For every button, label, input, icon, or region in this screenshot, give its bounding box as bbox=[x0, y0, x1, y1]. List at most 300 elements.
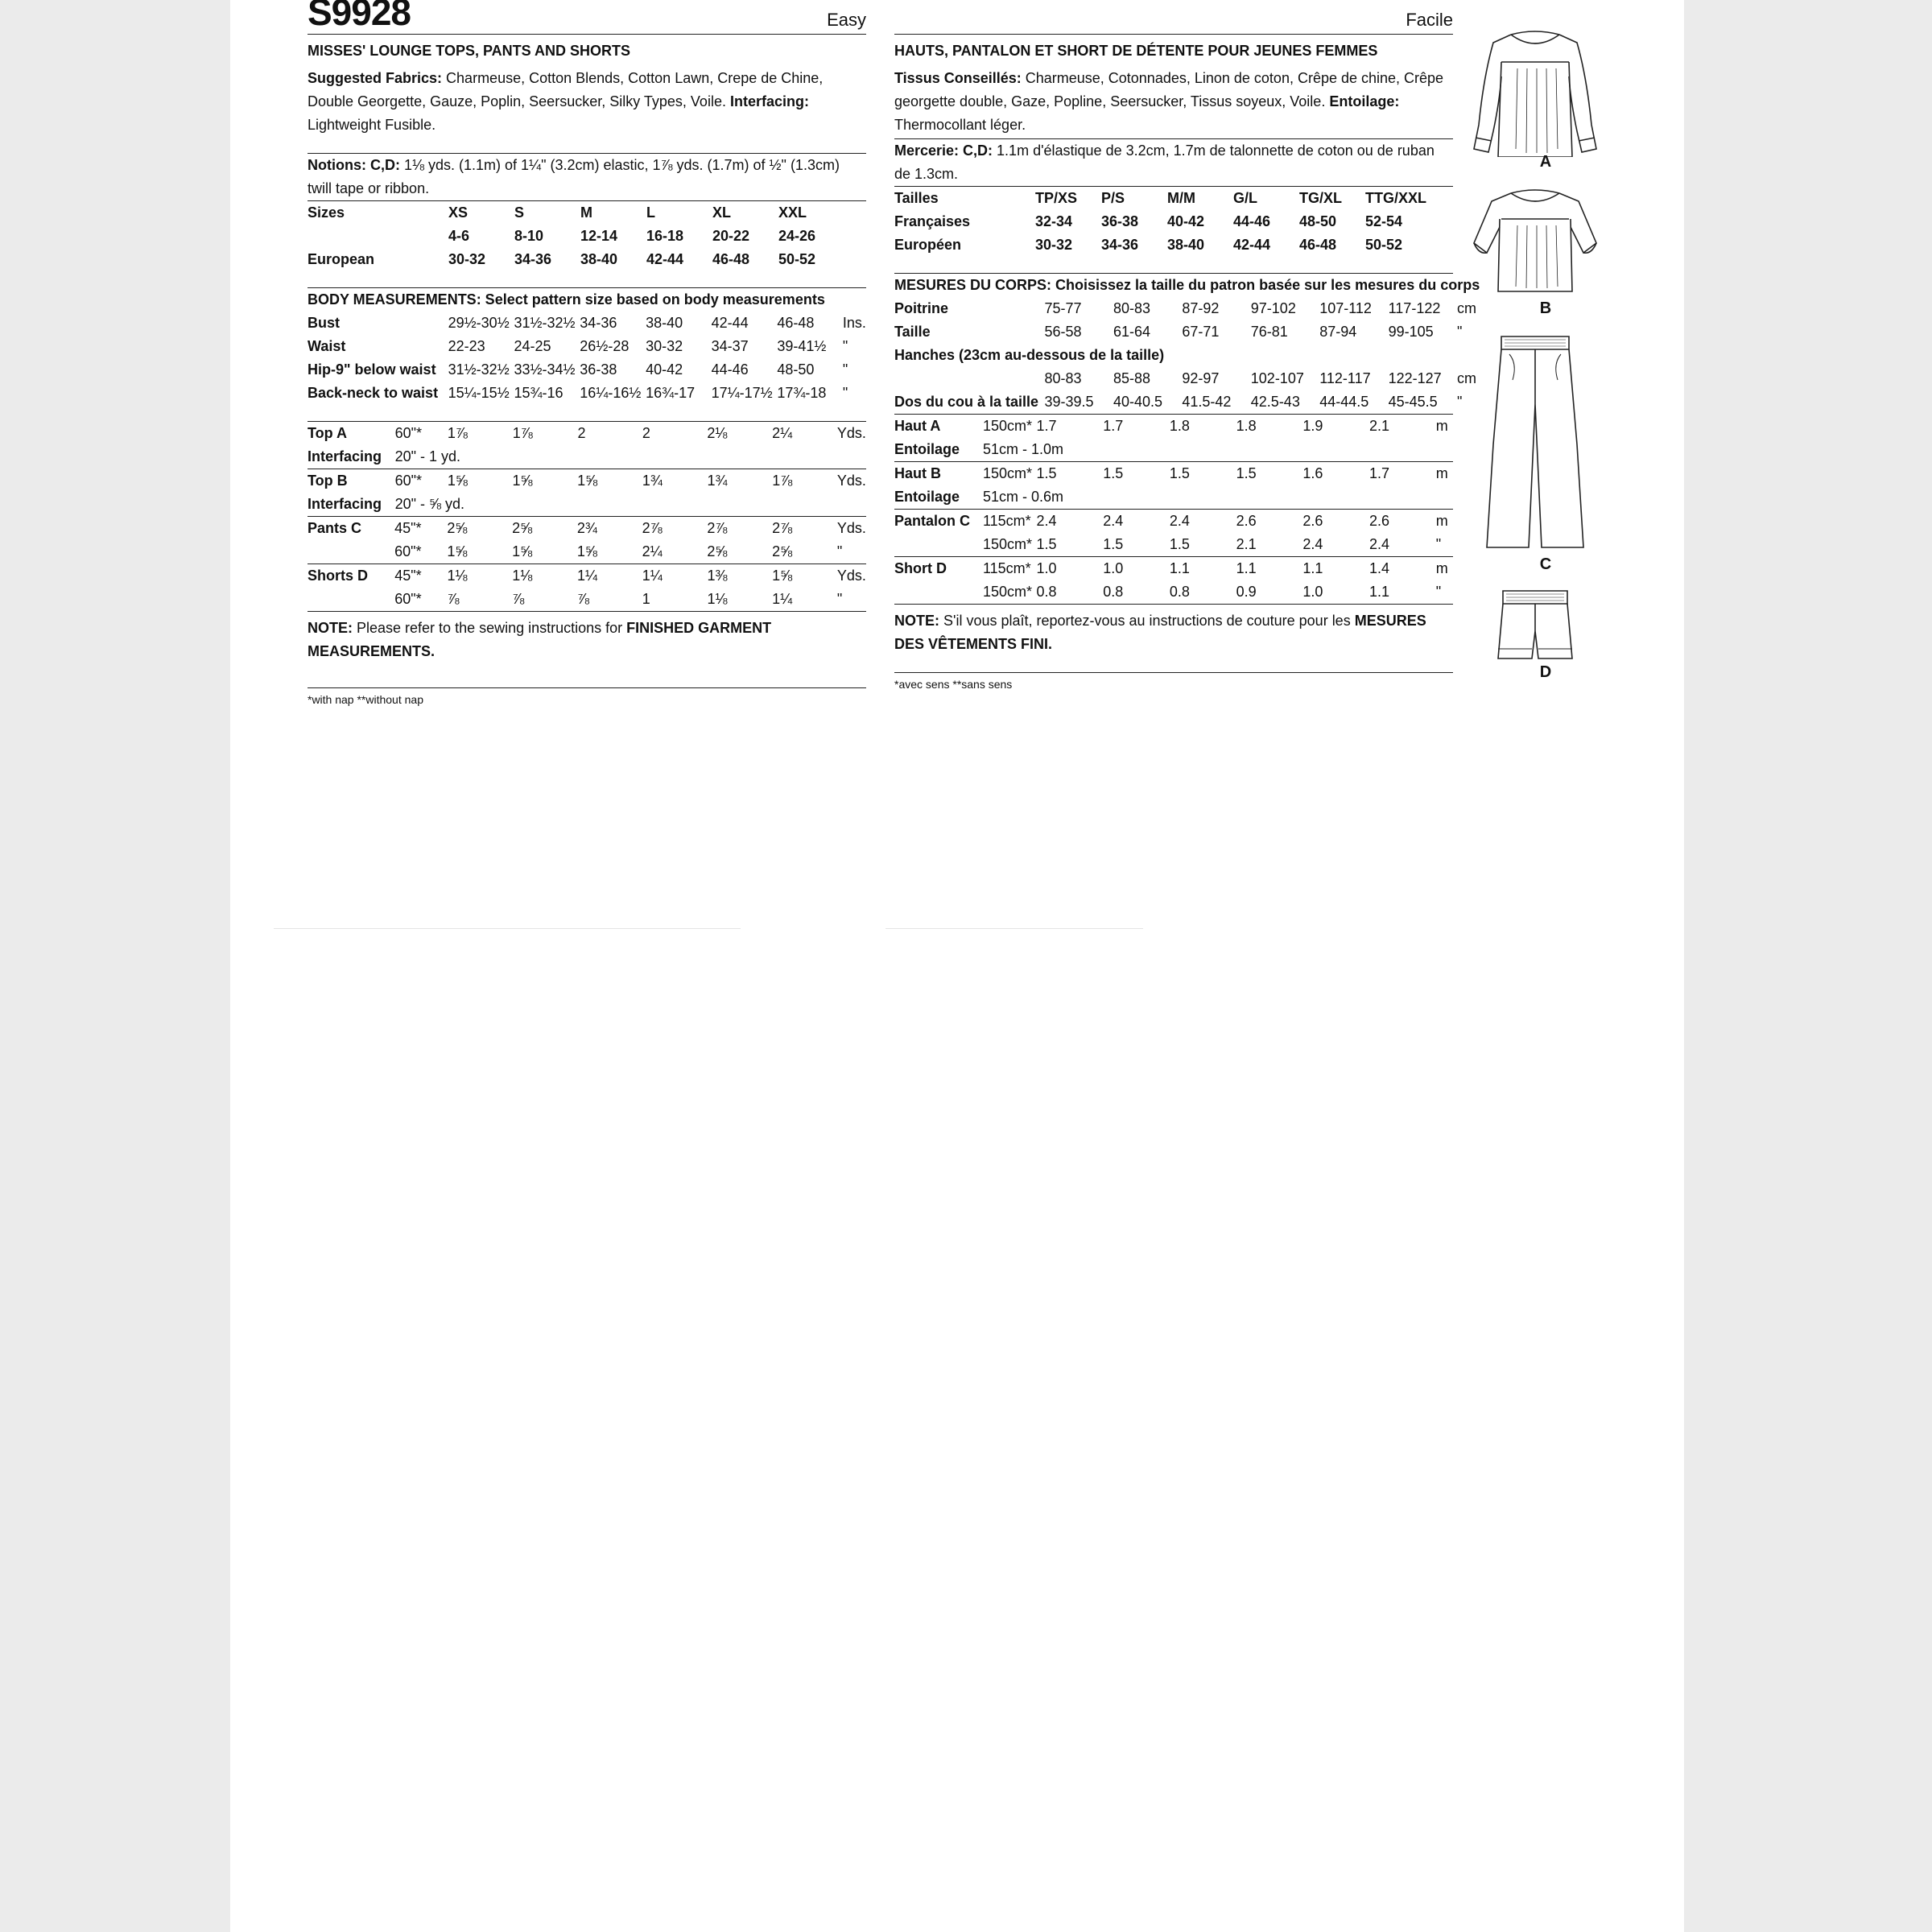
measurement-cell: 31½-32½ bbox=[514, 315, 576, 331]
yardage-cell: 1 bbox=[642, 591, 650, 607]
yardage-cell: 2⅞ bbox=[642, 520, 663, 536]
yardage-cell: 2⅞ bbox=[707, 520, 728, 536]
yardage-cell: 1¼ bbox=[642, 568, 663, 584]
yardage-cell: 0.8 bbox=[1036, 584, 1057, 600]
measurement-cell: 67-71 bbox=[1182, 324, 1220, 340]
yardage-row bbox=[308, 445, 866, 469]
size-cell: 32-34 bbox=[1035, 213, 1073, 229]
view-label: Top A bbox=[308, 425, 347, 441]
size-cell: XS bbox=[448, 204, 469, 221]
view-label bbox=[894, 533, 983, 556]
yardage-row bbox=[308, 517, 866, 540]
measurement-cell: 34-36 bbox=[580, 315, 617, 331]
size-cell: XL bbox=[712, 204, 732, 221]
row-label: Bust bbox=[308, 315, 340, 331]
measurement-cell: 36-38 bbox=[580, 361, 617, 378]
divider bbox=[894, 34, 1453, 35]
interfacing-label: Entoilage: bbox=[1329, 93, 1400, 109]
yardage-table bbox=[894, 462, 1453, 509]
measurement-cell: 15¼-15½ bbox=[448, 385, 510, 401]
yardage-cell: 2.4 bbox=[1169, 513, 1190, 529]
measurement-cell: 16¼-16½ bbox=[580, 385, 642, 401]
yardage-cell: 1.5 bbox=[1169, 465, 1190, 481]
note-bold: MESURES DES VÊTEMENTS FINI. bbox=[894, 613, 1426, 652]
body-title-row bbox=[308, 288, 866, 312]
difficulty-level: Facile bbox=[1406, 10, 1453, 30]
yardage-cell: 1¾ bbox=[642, 473, 663, 489]
fabrics-label: Tissus Conseillés: bbox=[894, 70, 1022, 86]
yardage-row bbox=[894, 462, 1453, 485]
yardage-cell: 1.7 bbox=[1369, 465, 1390, 481]
size-cell: P/S bbox=[1101, 190, 1125, 206]
yardage-cell: 2⅝ bbox=[707, 543, 728, 559]
view-label-d: D bbox=[1539, 663, 1552, 681]
view-label: Shorts D bbox=[308, 568, 369, 584]
unit-cell bbox=[1431, 233, 1453, 257]
yardage-cell: 1¼ bbox=[576, 568, 597, 584]
row-label: Tailles bbox=[894, 190, 939, 206]
view-label bbox=[308, 588, 394, 611]
yardage-cell: 1.0 bbox=[1103, 560, 1124, 576]
yardage-cell: 2 bbox=[642, 425, 650, 441]
measurement-row bbox=[894, 390, 1480, 414]
size-cell: 50-52 bbox=[1365, 237, 1403, 253]
unit-cell bbox=[1431, 187, 1453, 210]
unit-cell bbox=[844, 225, 866, 248]
notions-text: 1.1m d'élastique de 3.2cm, 1.7m de talonnette de coton ou de ruban de 1.3cm. bbox=[894, 142, 1435, 182]
size-cell: 4-6 bbox=[448, 228, 470, 244]
size-codes-row bbox=[308, 201, 866, 225]
size-cell: 40-42 bbox=[1167, 213, 1205, 229]
size-cell: 34-36 bbox=[514, 251, 552, 267]
unit-cell: " bbox=[836, 591, 843, 607]
yardage-row bbox=[308, 588, 866, 611]
unit-cell: m bbox=[1435, 560, 1448, 576]
size-cell: 24-26 bbox=[778, 228, 816, 244]
view-label: Haut B bbox=[894, 465, 941, 481]
note-bold: FINISHED GARMENT MEASUREMENTS. bbox=[308, 620, 772, 659]
interfacing-text: Lightweight Fusible. bbox=[308, 117, 436, 133]
divider bbox=[308, 687, 866, 688]
measurement-cell: 44-46 bbox=[711, 361, 749, 378]
measurement-cell: 17¼-17½ bbox=[711, 385, 773, 401]
size-cell: 38-40 bbox=[1167, 237, 1205, 253]
yardage-cell: 1.1 bbox=[1236, 560, 1257, 576]
view-label: Interfacing bbox=[308, 448, 382, 464]
yardage-tables bbox=[894, 414, 1453, 605]
view-label: Pantalon C bbox=[894, 513, 971, 529]
unit-cell: " bbox=[1435, 536, 1442, 552]
footnote: *with nap **without nap bbox=[308, 693, 423, 706]
yardage-cell: 2.4 bbox=[1103, 513, 1124, 529]
measurement-cell: 46-48 bbox=[777, 315, 815, 331]
measurement-cell: 15¾-16 bbox=[514, 385, 564, 401]
row-label bbox=[894, 367, 1045, 390]
size-cell: L bbox=[646, 204, 655, 221]
fabric-width: 150cm* bbox=[982, 584, 1032, 600]
yardage-cell: 1.0 bbox=[1036, 560, 1057, 576]
unit-cell: " bbox=[1457, 324, 1463, 340]
yardage-cell: 1.5 bbox=[1103, 465, 1124, 481]
yardage-table bbox=[308, 422, 866, 469]
size-cell: 30-32 bbox=[448, 251, 486, 267]
header bbox=[308, 0, 866, 34]
yardage-row bbox=[894, 485, 1453, 509]
measurement-cell: 41.5-42 bbox=[1182, 394, 1232, 410]
measurement-cell: 39-39.5 bbox=[1044, 394, 1094, 410]
note-text: S'il vous plaît, reportez-vous au instructions de couture pour les bbox=[939, 613, 1355, 629]
yardage-cell: 1.7 bbox=[1036, 418, 1057, 434]
view-label bbox=[308, 540, 394, 564]
note-paragraph bbox=[894, 609, 1453, 656]
yardage-cell: 2.6 bbox=[1302, 513, 1323, 529]
yardage-row bbox=[894, 438, 1453, 461]
measurement-cell: 30-32 bbox=[646, 338, 683, 354]
yardage-cell: 1¾ bbox=[707, 473, 728, 489]
yardage-cell: ⅞ bbox=[576, 591, 589, 607]
body-title-row bbox=[894, 274, 1480, 297]
sizes-table bbox=[894, 187, 1453, 257]
unit-cell: Ins. bbox=[842, 315, 866, 331]
measurement-row bbox=[894, 367, 1480, 390]
row-label: Hip-9" below waist bbox=[308, 361, 436, 378]
yardage-cell: 2¼ bbox=[642, 543, 663, 559]
row-label: Sizes bbox=[308, 204, 345, 221]
yardage-tables bbox=[308, 421, 866, 612]
yardage-cell: 1.5 bbox=[1236, 465, 1257, 481]
yardage-row bbox=[894, 510, 1453, 533]
view-label: Top B bbox=[308, 473, 348, 489]
row-label: Taille bbox=[894, 324, 931, 340]
yardage-cell: 0.8 bbox=[1103, 584, 1124, 600]
size-cell: G/L bbox=[1233, 190, 1257, 206]
row-label: Françaises bbox=[894, 213, 971, 229]
yardage-cell: 2.1 bbox=[1236, 536, 1257, 552]
fabric-width: 60"* bbox=[394, 591, 422, 607]
notions-label: Notions: C,D: bbox=[308, 157, 400, 173]
size-cell: 38-40 bbox=[580, 251, 618, 267]
interfacing-label: Interfacing: bbox=[729, 93, 809, 109]
fabric-width: 115cm* bbox=[982, 560, 1031, 576]
size-cell: 12-14 bbox=[580, 228, 618, 244]
unit-cell: cm bbox=[1457, 300, 1477, 316]
notions-paragraph bbox=[894, 139, 1453, 186]
yardage-cell: 0.9 bbox=[1236, 584, 1257, 600]
interfacing-text: Thermocollant léger. bbox=[894, 117, 1026, 133]
yardage-cell: 1.1 bbox=[1369, 584, 1390, 600]
size-codes-row bbox=[894, 187, 1453, 210]
measurement-cell: 40-40.5 bbox=[1113, 394, 1162, 410]
yardage-cell: 1.8 bbox=[1169, 418, 1190, 434]
size-cell: 44-46 bbox=[1233, 213, 1271, 229]
pattern-title: HAUTS, PANTALON ET SHORT DE DÉTENTE POUR JEUNES FEMMES bbox=[894, 43, 1378, 59]
header bbox=[894, 0, 1453, 34]
measurement-row bbox=[894, 320, 1480, 344]
shorts-icon bbox=[1469, 586, 1602, 667]
yardage-cell: 1.7 bbox=[1103, 418, 1124, 434]
divider bbox=[894, 604, 1453, 605]
view-label-c: C bbox=[1539, 555, 1552, 573]
size-cell: 30-32 bbox=[1035, 237, 1073, 253]
size-cell: M bbox=[580, 204, 592, 221]
yardage-row bbox=[308, 540, 866, 564]
fabric-width: 60"* bbox=[394, 425, 423, 441]
unit-cell: m bbox=[1435, 513, 1448, 529]
row-label: Poitrine bbox=[894, 300, 949, 316]
row-label: Back-neck to waist bbox=[308, 385, 439, 401]
measurement-cell: 40-42 bbox=[646, 361, 683, 378]
yardage-row bbox=[894, 533, 1453, 556]
yardage-row bbox=[894, 580, 1453, 604]
measurement-cell: 44-44.5 bbox=[1319, 394, 1369, 410]
note-label: NOTE: bbox=[894, 613, 939, 629]
view-label-b: B bbox=[1539, 299, 1552, 317]
fabrics-text: Charmeuse, Cotonnades, Linon de coton, Crêpe de chine, Crêpe georgette double, Gaze, Popline, Seersucker, Tissus soyeux, Voile. bbox=[894, 70, 1444, 109]
note-text: Please refer to the sewing instructions for bbox=[353, 620, 627, 636]
yardage-cell: 1⅛ bbox=[447, 568, 468, 584]
measurement-row bbox=[308, 382, 866, 405]
measurement-cell: 16¾-17 bbox=[646, 385, 696, 401]
measurement-cell: 97-102 bbox=[1250, 300, 1296, 316]
body-measurements-table bbox=[308, 288, 866, 405]
measurement-cell: 56-58 bbox=[1044, 324, 1082, 340]
view-label: Interfacing bbox=[308, 496, 382, 512]
yardage-cell: 1⅝ bbox=[512, 543, 533, 559]
fabric-width: 45"* bbox=[394, 520, 422, 536]
measurement-cell: 34-37 bbox=[711, 338, 749, 354]
unit-cell: m bbox=[1435, 418, 1448, 434]
unit-cell: Yds. bbox=[836, 520, 866, 536]
size-numbers-row bbox=[894, 210, 1453, 233]
unit-cell bbox=[1431, 210, 1453, 233]
interfacing-amount: 20" - ⅝ yd. bbox=[394, 496, 465, 512]
yardage-cell: 1⅞ bbox=[512, 425, 533, 441]
unit-cell: Yds. bbox=[836, 425, 866, 441]
size-cell: 16-18 bbox=[646, 228, 684, 244]
interfacing-amount: 20" - 1 yd. bbox=[394, 448, 461, 464]
yardage-cell: 1⅞ bbox=[447, 425, 468, 441]
divider bbox=[894, 672, 1453, 673]
size-cell: M/M bbox=[1167, 190, 1195, 206]
size-numbers-row bbox=[308, 225, 866, 248]
fabrics-label: Suggested Fabrics: bbox=[308, 70, 443, 86]
unit-cell: cm bbox=[1457, 370, 1477, 386]
unit-cell: " bbox=[842, 361, 848, 378]
yardage-cell: 1.8 bbox=[1236, 418, 1257, 434]
yardage-cell: 1¼ bbox=[772, 591, 793, 607]
yardage-table bbox=[894, 557, 1453, 604]
measurement-cell: 45-45.5 bbox=[1388, 394, 1438, 410]
size-cell: 46-48 bbox=[1299, 237, 1337, 253]
yardage-cell: 0.8 bbox=[1169, 584, 1190, 600]
size-cell: 42-44 bbox=[646, 251, 684, 267]
size-cell: 46-48 bbox=[712, 251, 750, 267]
yardage-table bbox=[894, 415, 1453, 461]
notions-label: Mercerie: C,D: bbox=[894, 142, 993, 159]
view-label: Short D bbox=[894, 560, 947, 576]
view-label-a: A bbox=[1539, 153, 1552, 171]
size-cell: 42-44 bbox=[1233, 237, 1271, 253]
body-measurements-title: MESURES DU CORPS: Choisissez la taille du patron basée sur les mesures du corps bbox=[894, 277, 1480, 293]
interfacing-amount: 51cm - 0.6m bbox=[982, 489, 1063, 505]
yardage-cell: 2⅛ bbox=[707, 425, 728, 441]
measurement-cell: 80-83 bbox=[1044, 370, 1082, 386]
fabric-width: 45"* bbox=[394, 568, 422, 584]
measurement-cell: 22-23 bbox=[448, 338, 485, 354]
unit-cell bbox=[844, 201, 866, 225]
footnote: *avec sens **sans sens bbox=[894, 678, 1013, 691]
unit-cell: " bbox=[1457, 394, 1463, 410]
measurement-row bbox=[894, 297, 1480, 320]
yardage-cell: 1⅝ bbox=[576, 543, 597, 559]
unit-cell: " bbox=[842, 338, 848, 354]
unit-cell bbox=[844, 248, 866, 271]
view-label: Entoilage bbox=[894, 441, 960, 457]
yardage-row bbox=[894, 557, 1453, 580]
row-label: Waist bbox=[308, 338, 346, 354]
view-label: Entoilage bbox=[894, 489, 960, 505]
long-sleeve-top-icon bbox=[1469, 28, 1602, 157]
measurement-cell: 24-25 bbox=[514, 338, 551, 354]
unit-cell: m bbox=[1435, 465, 1448, 481]
yardage-cell: 1⅛ bbox=[512, 568, 533, 584]
yardage-row bbox=[894, 415, 1453, 438]
yardage-cell: 1⅝ bbox=[512, 473, 533, 489]
measurement-cell: 38-40 bbox=[646, 315, 683, 331]
yardage-cell: 1.4 bbox=[1369, 560, 1390, 576]
size-cell: 34-36 bbox=[1101, 237, 1139, 253]
unit-cell: " bbox=[842, 385, 848, 401]
yardage-cell: 1.5 bbox=[1036, 536, 1057, 552]
unit-cell: " bbox=[836, 543, 843, 559]
measurement-cell: 87-92 bbox=[1182, 300, 1220, 316]
measurement-cell: 29½-30½ bbox=[448, 315, 510, 331]
yardage-cell: 1⅝ bbox=[447, 543, 468, 559]
yardage-cell: 1⅞ bbox=[772, 473, 793, 489]
measurement-cell: 107-112 bbox=[1319, 300, 1372, 316]
notions-paragraph bbox=[308, 154, 866, 200]
note-paragraph bbox=[308, 617, 866, 663]
unit-cell: " bbox=[1435, 584, 1442, 600]
size-cell: 8-10 bbox=[514, 228, 544, 244]
pattern-number: S9928 bbox=[308, 0, 411, 33]
yardage-cell: 2¼ bbox=[772, 425, 793, 441]
interfacing-amount: 51cm - 1.0m bbox=[982, 441, 1063, 457]
yardage-cell: 2⅞ bbox=[772, 520, 793, 536]
measurement-row bbox=[894, 344, 1480, 367]
fabric-width: 60"* bbox=[394, 543, 422, 559]
yardage-row bbox=[308, 564, 866, 588]
difficulty-level: Easy bbox=[827, 10, 866, 30]
size-cell: 20-22 bbox=[712, 228, 750, 244]
size-cell: 36-38 bbox=[1101, 213, 1139, 229]
yardage-cell: 1.0 bbox=[1302, 584, 1323, 600]
measurement-cell: 48-50 bbox=[777, 361, 815, 378]
measurement-row bbox=[308, 312, 866, 335]
yardage-cell: 2⅝ bbox=[512, 520, 533, 536]
yardage-cell: 1⅝ bbox=[577, 473, 598, 489]
yardage-table bbox=[308, 469, 866, 516]
fabrics-paragraph bbox=[894, 67, 1453, 137]
yardage-cell: 1⅜ bbox=[707, 568, 728, 584]
fabrics-paragraph bbox=[308, 67, 866, 137]
measurement-cell: 87-94 bbox=[1319, 324, 1357, 340]
notions-text: 1⅛ yds. (1.1m) of 1¼" (3.2cm) elastic, 1⅞ yds. (1.7m) of ½" (1.3cm) twill tape or ribbon. bbox=[308, 157, 840, 196]
row-label: Hanches (23cm au-dessous de la taille) bbox=[894, 347, 1165, 363]
size-cell: TG/XL bbox=[1299, 190, 1342, 206]
view-label: Haut A bbox=[894, 418, 941, 434]
yardage-cell: ⅞ bbox=[447, 591, 460, 607]
yardage-cell: 2.6 bbox=[1369, 513, 1390, 529]
unit-cell: Yds. bbox=[836, 568, 866, 584]
ruffle-sleeve-top-icon bbox=[1469, 187, 1602, 299]
body-measurements-table bbox=[894, 274, 1480, 414]
measurement-cell: 80-83 bbox=[1113, 300, 1150, 316]
measurement-cell: 17¾-18 bbox=[777, 385, 827, 401]
row-label: Européen bbox=[894, 237, 962, 253]
size-cell: 50-52 bbox=[778, 251, 816, 267]
fabric-width: 150cm* bbox=[982, 536, 1032, 552]
divider bbox=[308, 611, 866, 612]
yardage-cell: 1.5 bbox=[1169, 536, 1190, 552]
pants-icon bbox=[1469, 332, 1602, 553]
row-label bbox=[308, 225, 448, 248]
yardage-row bbox=[308, 422, 866, 445]
measurement-cell: 102-107 bbox=[1250, 370, 1304, 386]
yardage-cell: 1.5 bbox=[1103, 536, 1124, 552]
size-cell: S bbox=[514, 204, 525, 221]
yardage-cell: 1.1 bbox=[1302, 560, 1323, 576]
fabric-width: 115cm* bbox=[982, 513, 1031, 529]
fabric-width: 150cm* bbox=[982, 465, 1032, 481]
size-cell: 48-50 bbox=[1299, 213, 1337, 229]
faint-line bbox=[886, 928, 1143, 929]
yardage-row bbox=[308, 493, 866, 516]
measurement-cell: 61-64 bbox=[1113, 324, 1150, 340]
measurement-cell: 112-117 bbox=[1319, 370, 1371, 386]
yardage-row bbox=[308, 469, 866, 493]
yardage-cell: 1.5 bbox=[1036, 465, 1057, 481]
yardage-cell: 2.1 bbox=[1369, 418, 1390, 434]
body-measurements-title: BODY MEASUREMENTS: Select pattern size based on body measurements bbox=[308, 291, 825, 308]
size-cell: XXL bbox=[778, 204, 807, 221]
yardage-table bbox=[308, 517, 866, 564]
fabrics-text: Charmeuse, Cotton Blends, Cotton Lawn, Crepe de Chine, Double Georgette, Gauze, Poplin, Seersucker, Silky Types, Voile. bbox=[308, 70, 824, 109]
yardage-cell: 2 bbox=[577, 425, 586, 441]
yardage-cell: 1⅝ bbox=[772, 568, 793, 584]
measurement-cell: 26½-28 bbox=[580, 338, 630, 354]
sizes-table bbox=[308, 201, 866, 271]
yardage-cell: 1.6 bbox=[1302, 465, 1323, 481]
measurement-row bbox=[308, 335, 866, 358]
divider bbox=[308, 34, 866, 35]
european-sizes-row bbox=[894, 233, 1453, 257]
size-cell: 52-54 bbox=[1365, 213, 1403, 229]
view-label bbox=[894, 580, 983, 604]
yardage-cell: 2.4 bbox=[1036, 513, 1057, 529]
yardage-cell: 2.4 bbox=[1369, 536, 1390, 552]
measurement-cell: 85-88 bbox=[1113, 370, 1150, 386]
measurement-row bbox=[308, 358, 866, 382]
measurement-cell: 122-127 bbox=[1388, 370, 1442, 386]
yardage-table bbox=[894, 510, 1453, 556]
european-sizes-row bbox=[308, 248, 866, 271]
yardage-cell: 2⅝ bbox=[772, 543, 793, 559]
fabric-width: 60"* bbox=[394, 473, 423, 489]
yardage-cell: 1.9 bbox=[1302, 418, 1323, 434]
yardage-cell: 1⅝ bbox=[447, 473, 468, 489]
measurement-cell: 39-41½ bbox=[777, 338, 827, 354]
